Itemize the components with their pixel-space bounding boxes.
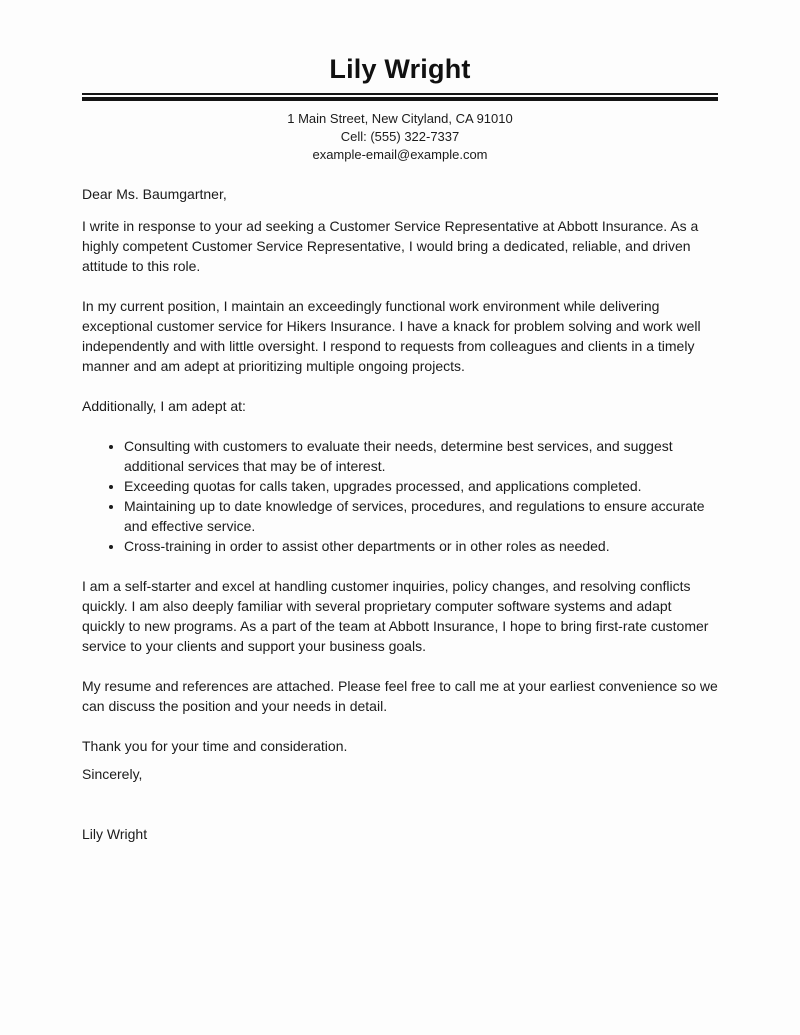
contact-block xyxy=(82,110,718,164)
valediction: Sincerely, xyxy=(82,766,143,782)
salutation: Dear Ms. Baumgartner, xyxy=(82,186,227,202)
list-item: • Exceeding quotas for calls taken, upgrades processed, and applications completed. xyxy=(124,476,718,496)
list-intro: Additionally, I am adept at: xyxy=(82,398,246,414)
skills-list xyxy=(82,436,718,556)
body-paragraph-1: I write in response to your ad seeking a Customer Service Representative at Abbott Insurance. As a highly competent Customer Service Representative, I would bring a dedicated, reliable, and driven attitude to this role. xyxy=(82,218,699,274)
list-item: • Cross-training in order to assist other departments or in other roles as needed. xyxy=(124,536,718,556)
body-paragraph-2: In my current position, I maintain an exceedingly functional work environment while delivering exceptional customer service for Hikers Insurance. I have a knack for problem solving and work well independently and with little oversight. I respond to requests from colleagues and clients in a timely manner and am adept at prioritizing multiple ongoing projects. xyxy=(82,298,701,374)
letter-header xyxy=(82,52,718,164)
contact-phone: Cell: (555) 322-7337 xyxy=(340,129,460,144)
thanks-line: Thank you for your time and consideration. xyxy=(82,738,348,754)
page-title: Lily Wright xyxy=(329,54,471,84)
header-divider xyxy=(82,93,718,101)
signature-name: Lily Wright xyxy=(82,826,148,842)
letter-body xyxy=(82,184,718,844)
list-item: • Maintaining up to date knowledge of services, procedures, and regulations to ensure accurate and effective service. xyxy=(124,496,718,536)
contact-address: 1 Main Street, New Cityland, CA 91010 xyxy=(287,111,513,126)
closing-paragraph-2: My resume and references are attached. Please feel free to call me at your earliest convenience so we can discuss the position and your needs in detail. xyxy=(82,678,718,714)
list-item: • Consulting with customers to evaluate their needs, determine best services, and suggest additional services that may be of interest. xyxy=(124,436,718,476)
closing-paragraph-1: I am a self-starter and excel at handling customer inquiries, policy changes, and resolving conflicts quickly. I am also deeply familiar with several proprietary computer software systems and adapt quickly to new programs. As a part of the team at Abbott Insurance, I hope to bring first-rate customer service to your clients and support your business goals. xyxy=(82,578,709,654)
contact-email: example-email@example.com xyxy=(312,147,488,162)
